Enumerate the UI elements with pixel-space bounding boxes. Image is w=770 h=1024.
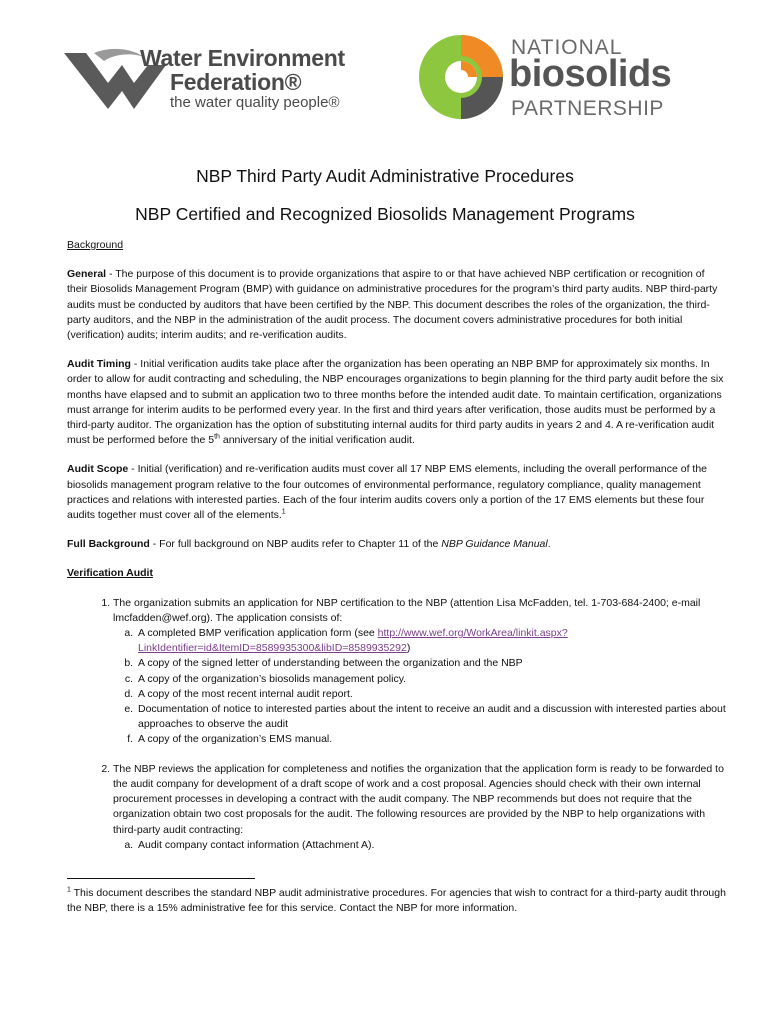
audit-scope-text: - Initial (verification) and re-verification audits must cover all 17 NBP EMS elements, including the overall performance of the biosolids management program relative to the four outcomes of environmental performance, regulatory compliance, quality management practices and relations with interested parties. Each of the four interim audits covers only a portion of the 17 EMS elements but these four audits together must cover all of the elements.	[67, 463, 708, 522]
general-label: General	[67, 268, 107, 281]
verification-audit-heading: Verification Audit	[67, 567, 153, 580]
wef-logo	[64, 45, 374, 115]
application-form-link[interactable]: http://www.wef.org/WorkArea/linkit.aspx?LinkIdentifier=id&ItemID=8589935300&libID=8589935292	[138, 627, 568, 655]
nbp-swirl-icon	[416, 32, 506, 122]
guidance-manual-title: NBP Guidance Manual	[441, 538, 548, 551]
list-item: d. A copy of the most recent internal audit report.	[136, 687, 727, 702]
full-background-text: - For full background on NBP audits refer to Chapter 11 of the	[149, 538, 442, 551]
audit-timing-text: - Initial verification audits take place after the organization has been operating an NBP BMP for approximately six months. In order to allow for audit contracting and scheduling, the NBP encourages organizations to begin planning for the third party audit before the six months have elapsed and to submit an application two to three months before the intended audit date. To maintain certification, organizations must arrange for interim audits to be performed every year. In the first and third years after verification, those audits must be performed by a third-party auditor. The organization has the option of substituting internal audits for third party audits in years 2 and 4. A re-verification audit must be performed before the 5	[67, 358, 724, 447]
step-2-text: The NBP reviews the application for completeness and notifies the organization that the application form is ready to be forwarded to the audit company for development of a draft scope of work and a cost proposal. Agencies should check with their own internal procurement processes in developing a contract with the audit company. The NBP recommends but does not require that the organization obtain two cost proposals for the audit. The following resources are provided by the NBP to help organizations with third-party audit contracting:	[113, 762, 724, 836]
list-item: c. A copy of the organization’s biosolids management policy.	[136, 672, 727, 687]
footnote-number: 1	[67, 886, 71, 894]
ordinal-suffix: th	[214, 433, 220, 441]
background-heading: Background	[67, 239, 124, 251]
audit-scope-label: Audit Scope	[67, 463, 129, 476]
list-item: f. A copy of the organization’s EMS manual.	[136, 732, 727, 747]
footnote-reference[interactable]: 1	[281, 508, 286, 516]
verification-steps-list	[67, 596, 727, 853]
verification-step-1	[113, 596, 727, 748]
list-item	[136, 626, 727, 656]
document-subtitle: NBP Certified and Recognized Biosolids Management Programs	[135, 204, 635, 224]
step-1-text: The organization submits an application for NBP certification to the NBP (attention Lisa McFadden, tel. 1-703-684-2400; e-mail lmcfadden@wef.org). The application consists of:	[113, 596, 701, 624]
wef-name-line2: Federation®	[170, 69, 302, 95]
application-contents-list	[113, 626, 727, 748]
document-title: NBP Third Party Audit Administrative Procedures	[196, 166, 574, 186]
footnote-text: This document describes the standard NBP audit administrative procedures. For agencies that wish to contract for a third-party audit through the NBP, there is a 15% administrative fee for this service. Contact the NBP for more information.	[67, 887, 726, 915]
nbp-name-line1: NATIONAL	[511, 36, 623, 59]
contracting-resources-list	[113, 838, 727, 853]
audit-timing-label: Audit Timing	[67, 358, 131, 371]
full-background-paragraph	[67, 537, 727, 552]
full-background-end: .	[547, 538, 551, 551]
document-body	[67, 238, 727, 867]
list-item: b. A copy of the signed letter of understanding between the organization and the NBP	[136, 656, 727, 671]
general-text: - The purpose of this document is to provide organizations that aspire to or that have achieved NBP certification or recognition of their Biosolids Management Program (BMP) with guidance on administrative procedures for the program’s third party audits. NBP third-party audits must be conducted by auditors that have been certified by the NBP. This document describes the roles of the organization, the third-party auditors, and the NBP in the administration of the audit process. The document covers administrative procedures for both initial (verification) audits; interim audits; and re-verification audits.	[67, 268, 718, 342]
nbp-name-line2: biosolids	[509, 53, 672, 95]
list-item: a. Audit company contact information (Attachment A).	[136, 838, 727, 853]
nbp-logo	[416, 32, 716, 122]
wef-tagline: the water quality people®	[170, 94, 340, 111]
footnote-divider	[67, 878, 255, 879]
audit-timing-text-end: anniversary of the initial verification audit.	[219, 434, 415, 447]
list-item: e. Documentation of notice to interested parties about the intent to receive an audit and a discussion with interested parties about approaches to observe the audit	[136, 702, 727, 732]
item-a-text: A completed BMP verification application form (see	[138, 627, 378, 640]
general-paragraph	[67, 267, 727, 343]
wef-name-line1: Water Environment	[140, 45, 345, 71]
nbp-name-line3: PARTNERSHIP	[511, 97, 664, 120]
audit-scope-paragraph	[67, 462, 727, 523]
audit-timing-paragraph	[67, 357, 727, 448]
full-background-label: Full Background	[67, 538, 150, 551]
verification-step-2	[113, 762, 727, 853]
item-a-end: )	[406, 642, 411, 655]
footnote	[67, 886, 727, 916]
